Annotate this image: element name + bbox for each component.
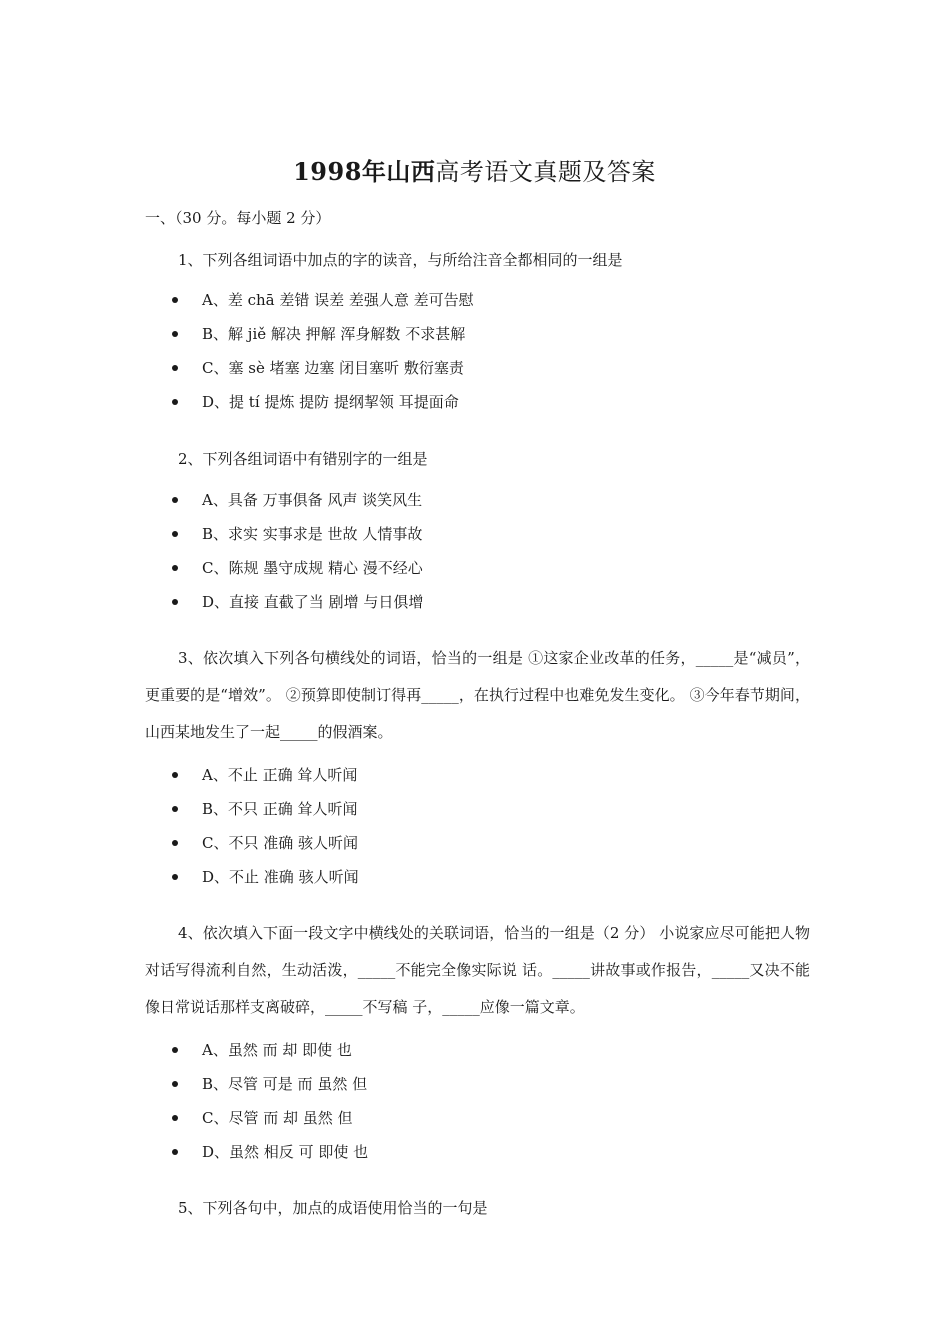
question-2-stem: 2、下列各组词语中有错别字的一组是	[178, 450, 428, 468]
bullet-dot-icon	[172, 1047, 178, 1053]
bullet-dot-icon	[172, 806, 178, 812]
question-2-options	[170, 489, 423, 625]
bullet-dot-icon	[172, 840, 178, 846]
question-3-option-b	[170, 798, 359, 832]
option-text: A、不止 正确 耸人听闻	[202, 766, 358, 784]
option-text: A、差 chā 差错 误差 差强人意 差可告慰	[202, 291, 474, 309]
question-3-option-d	[170, 866, 359, 900]
question-3-option-a	[170, 764, 359, 798]
bullet-dot-icon	[172, 497, 178, 503]
bullet-dot-icon	[172, 1149, 178, 1155]
question-4-stem: 4、依次填入下面一段文字中横线处的关联词语，恰当的一组是（2 分） 小说家应尽可能把人物对话写得流利自然，生动活泼，_____不能完全像实际说 话。_____讲故事或作报告，_____又决不能像日常说话那样支离破碎，_____不写稿 子，_____应像一篇文章。	[145, 924, 810, 1016]
option-text: A、虽然 而 却 即使 也	[202, 1041, 352, 1059]
option-text: C、尽管 而 却 虽然 但	[202, 1109, 353, 1127]
question-2-option-a	[170, 489, 423, 523]
option-text: B、求实 实事求是 世故 人情事故	[202, 525, 423, 543]
question-4-option-b	[170, 1073, 368, 1107]
bullet-dot-icon	[172, 772, 178, 778]
question-5-stem: 5、下列各句中，加点的成语使用恰当的一句是	[178, 1199, 488, 1217]
question-3-stem: 3、依次填入下列各句横线处的词语，恰当的一组是 ①这家企业改革的任务，_____是“减员”，更重要的是“增效”。 ②预算即使制订得再_____，在执行过程中也难免发生变化。 ③今年春节期间，山西某地发生了一起_____的假酒案。	[145, 649, 810, 741]
option-text: B、不只 正确 耸人听闻	[202, 800, 358, 818]
question-2-option-d	[170, 591, 423, 625]
section-heading: 一、（30 分。每小题 2 分）	[145, 209, 331, 227]
question-1-stem: 1、下列各组词语中加点的字的读音，与所给注音全都相同的一组是	[178, 251, 623, 269]
bullet-dot-icon	[172, 365, 178, 371]
question-4-option-d	[170, 1141, 368, 1175]
question-4-option-c	[170, 1107, 368, 1141]
question-3-option-c	[170, 832, 359, 866]
option-text: C、不只 准确 骇人听闻	[202, 834, 359, 852]
question-4-options	[170, 1039, 368, 1175]
option-text: C、塞 sè 堵塞 边塞 闭目塞听 敷衍塞责	[202, 359, 464, 377]
option-text: B、尽管 可是 而 虽然 但	[202, 1075, 368, 1093]
bullet-dot-icon	[172, 331, 178, 337]
question-4-option-a	[170, 1039, 368, 1073]
option-text: D、虽然 相反 可 即使 也	[202, 1143, 369, 1161]
document-title	[0, 156, 949, 188]
question-1-option-a	[170, 289, 474, 323]
option-text: B、解 jiě 解决 押解 浑身解数 不求甚解	[202, 325, 466, 343]
question-1-options	[170, 289, 474, 425]
bullet-dot-icon	[172, 297, 178, 303]
question-1-option-c	[170, 357, 474, 391]
question-1-option-d	[170, 391, 474, 425]
question-2-option-c	[170, 557, 423, 591]
title-bold-part: 1998年山西	[293, 157, 436, 186]
bullet-dot-icon	[172, 1081, 178, 1087]
question-2-option-b	[170, 523, 423, 557]
option-text: D、直接 直截了当 剧增 与日俱增	[202, 593, 424, 611]
option-text: C、陈规 墨守成规 精心 漫不经心	[202, 559, 423, 577]
option-text: A、具备 万事俱备 风声 谈笑风生	[202, 491, 423, 509]
bullet-dot-icon	[172, 399, 178, 405]
question-3-options	[170, 764, 359, 900]
option-text: D、不止 准确 骇人听闻	[202, 868, 359, 886]
bullet-dot-icon	[172, 531, 178, 537]
bullet-dot-icon	[172, 599, 178, 605]
bullet-dot-icon	[172, 874, 178, 880]
question-1-option-b	[170, 323, 474, 357]
option-text: D、提 tí 提炼 提防 提纲挈领 耳提面命	[202, 393, 459, 411]
title-rest: 高考语文真题及答案	[435, 158, 656, 186]
bullet-dot-icon	[172, 565, 178, 571]
bullet-dot-icon	[172, 1115, 178, 1121]
